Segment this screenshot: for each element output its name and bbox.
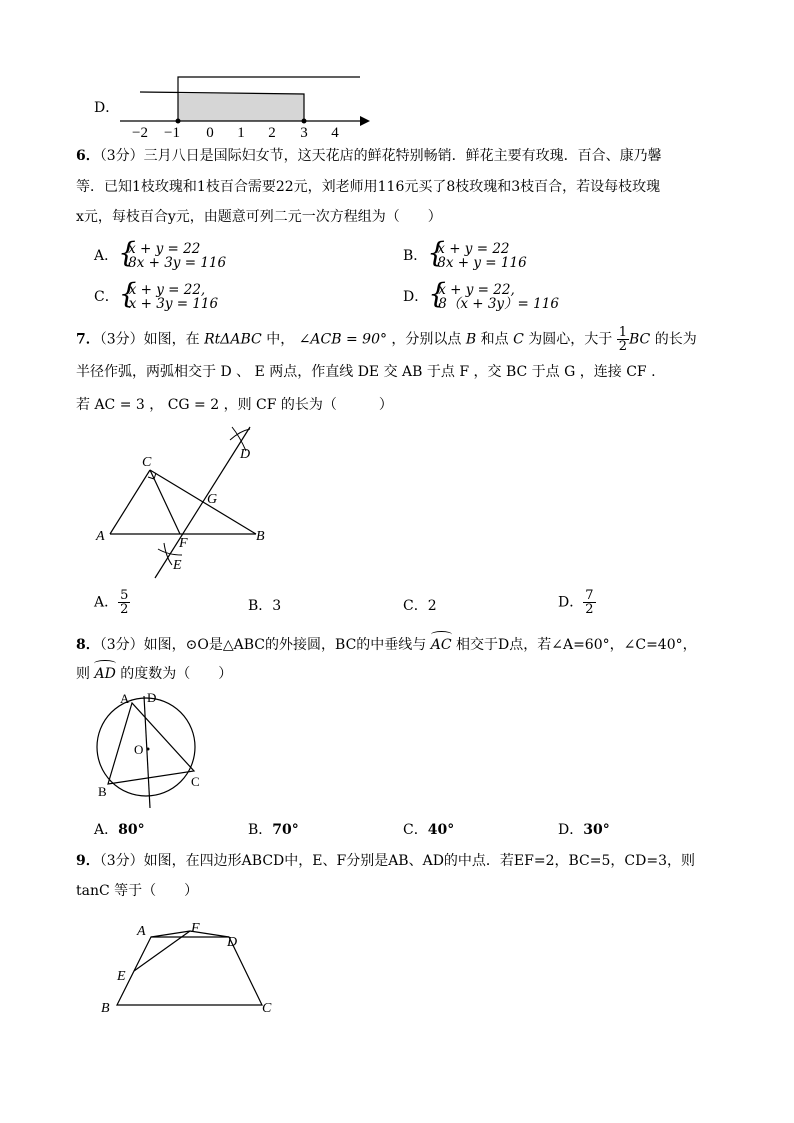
q6-option-a[interactable]: A． { x + y = 22 8x + 3y = 116 [94,236,227,271]
q6-line3: x元，每枝百合y元，由题意可列二元一次方程组为（ ） [76,209,442,225]
point-label-c: C [191,774,200,789]
point-label-o: O [134,742,144,757]
point-label-f: F [179,536,188,551]
tick-label: 2 [268,125,276,140]
q9-line2: tanC 等于（ ） [76,883,199,899]
point-label-d: D [227,935,238,950]
point-label-e: E [173,558,182,573]
q5-option-d-label[interactable]: D． [94,100,120,116]
q7-line2: 半径作弧，两弧相交于 D 、 E 两点，作直线 DE 交 AB 于点 F ，交 BC 于点 G ，连接 CF . [76,364,656,380]
q6-option-d[interactable]: D． { x + y = 22, 8（x + 3y）= 116 [403,277,559,312]
q8-option-a[interactable]: A．80° [94,822,145,838]
tick-label: 3 [300,125,308,140]
tick-label: −2 [132,125,148,140]
tick-label: −1 [164,125,180,140]
q7-line3: 若 AC = 3 ， CG = 2 ，则 CF 的长为（ ） [76,397,393,413]
point-label-c: C [142,455,152,470]
q9-line1: 9．（3分）如图，在四边形ABCD中，E、F分别是AB、AD的中点．若EF=2，BC=5，CD=3，则 [76,853,695,869]
q7-option-c[interactable]: C．2 [403,598,437,614]
q5-number-line-figure [110,70,380,140]
point-label-f: F [191,921,200,936]
q8-option-d[interactable]: D．30° [558,822,610,838]
point-label-b: B [256,529,265,544]
point-label-b: B [101,1001,110,1016]
q7-option-a[interactable]: A． $\frac{5}{2}$ [94,588,129,617]
q6-option-c[interactable]: C． { x + y = 22, x + 3y = 116 [94,277,219,312]
tick-label: 1 [237,125,245,140]
q7-option-b[interactable]: B．3 [248,598,282,614]
q6-option-b[interactable]: B． { x + y = 22 8x + y = 116 [403,236,527,271]
q6-line2: 等．已知1枝玫瑰和1枝百合需要22元，刘老师用116元买了8枝玫瑰和3枝百合，若设每枝玫瑰 [76,179,661,195]
point-label-a: A [137,924,146,939]
tick-label: 0 [206,125,214,140]
q8-figure [90,688,220,813]
point-label-e: E [117,969,126,984]
point-label-b: B [98,784,107,799]
q7-option-d[interactable]: D． $\frac{7}{2}$ [558,588,594,617]
point-label-a: A [120,691,130,706]
tick-label: 4 [331,125,339,140]
point-label-g: G [207,492,218,507]
q8-line1: 8．（3分）如图，⊙O是△ABC的外接圆，BC的中垂线与 AC 相交于D点，若∠A=60°，∠C=40°， [76,635,697,655]
q8-option-c[interactable]: C．40° [403,822,455,838]
q7-figure [90,425,290,585]
q9-figure [95,915,285,1020]
q6-line1: 6．（3分）三月八日是国际妇女节，这天花店的鲜花特别畅销．鲜花主要有玫瑰．百合、康乃馨 [76,148,662,164]
q8-option-b[interactable]: B．70° [248,822,299,838]
point-label-d: D [147,690,157,705]
point-label-d: D [240,447,251,462]
q7-line1: 7．（3分）如图，在 RtΔABC 中， ∠ACB = 90° ，分别以点 B 和点 C 为圆心，大于 $\frac{1}{2}$ BC 的长为 [76,325,697,354]
q8-line2: 则 AD 的度数为（ ） [76,664,232,684]
point-label-a: A [96,529,105,544]
point-label-c: C [262,1001,272,1016]
